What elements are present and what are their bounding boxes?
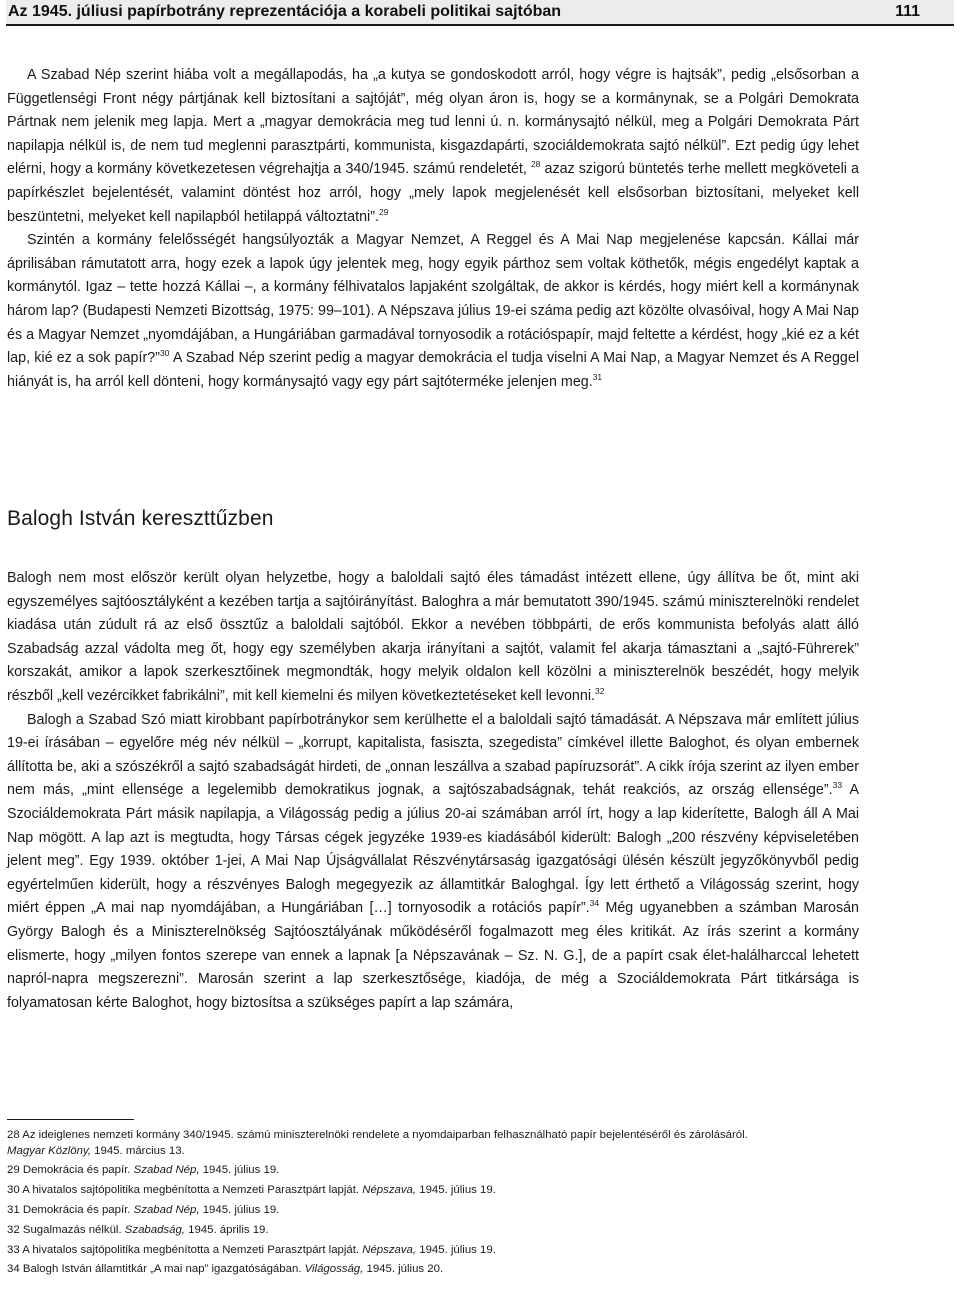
footnote-ref[interactable]: 30 xyxy=(159,348,170,359)
footnotes xyxy=(7,1128,869,1282)
footnote: 29 Demokrácia és papír. Szabad Nép, 1945. július 19. xyxy=(7,1164,280,1177)
footnote-ref[interactable]: 33 xyxy=(832,780,843,791)
footnote: 30 A hivatalos sajtópolitika megbénította a Nemzeti Parasztpárt lapját. Népszava, 1945. július 19. xyxy=(7,1184,496,1197)
paragraph: Szintén a kormány felelősségét hangsúlyozták a Magyar Nemzet, A Reggel és A Mai Nap megjelenése kapcsán. Kállai már áprilisában rámutatott arra, hogy ezek a lapok úgy jelentek meg, hogy egyik párthoz sem voltak köthetők, mégis engedélyt kaptak a kormánytól. Igaz – tette hozzá Kállai –, a kormány félhivatalos lapjaként szolgáltak, de akkor is kérdés, hogy miért kell a kormánynak három lap? (Budapesti Nemzeti Bizottság, 1975: 99–101). A Népszava július 19-ei száma pedig azt közölte olvasóival, hogy A Mai Nap és a Magyar Nemzet „nyomdájában, a Hungáriában garmadával tornyosodik a rotációspapír, majd feltette a kérdést, hogy „kié ez a két lap, kié ez a sok papír?”$^{30}$ A Szabad Nép szerint pedig a magyar demokrácia el tudja viselni A Mai Nap, a Magyar Nemzet és A Reggel hiányát is, ha arról kell dönteni, hogy kormánysajtó vagy egy párt sajtóterméke jelenjen meg.$^{31}$ xyxy=(7,232,859,390)
paragraph: Balogh a Szabad Szó miatt kirobbant papírbotránykor sem kerülhette el a baloldali sajtó támadását. A Népszava már említett július 19-ei írásában – egyelőre még név nélkül – „korrupt, kapitalista, fasiszta, szegedista” címkével illette Baloghot, és olyan embernek állította be, aki a szószékről a sajtó szabadságát hirdeti, de „onnan leszállva a szabad papíruzsorát”. A cikk írója szerint az ilyen ember nem más, „mint ellensége a legelemibb demokratikus jognak, a sajtószabadságnak, tehát reakciós, az ország ellensége”.$^{33}$ A Szociáldemokrata Párt másik napilapja, a Világosság pedig a július 20-ai számában arról írt, hogy a lap kiderítette, Balogh áll A Mai Nap mögött. A lap azt is megtudta, hogy Társas cégek jegyzéke 1939-es kiadásából kiderült: Balogh „200 részvény képviseletében jelent meg”. Egy 1939. október 1-jei, A Mai Nap Újságvállalat Részvénytársaság igazgatósági ülésén készült jegyzőkönyvből pedig egyértelműen kiderült, hogy a részvényes Balogh megegyezik az államtitkár Baloghgal. Így lett érthető a Világosság szerint, hogy miért éppen „A mai nap nyomdájában, a Hungáriában […] tornyosodik a rotációs papír”.$^{34}$ Még ugyanebben a számban Marosán György Balogh és a Miniszterelnökség Sajtóosztályának működéséről fogalmazott meg éles kritikát. Az írás szerint a kormány elismerte, hogy „milyen fontos szerepe van ennek a lapnak [a Népszavának – Sz. N. G.], de a papírt csak élet-halálharccal lehetett napról-napra megszerezni”. Marosán szerint a lap szerkesztősége, kiadója, de még a Szociáldemokrata Párt titkársága is folyamatosan kérte Baloghot, hogy biztosítsa a szükséges papírt a lap számára, xyxy=(7,711,859,1011)
paragraph: A Szabad Nép szerint hiába volt a megállapodás, ha „a kutya se gondoskodott arról, hogy végre is hajtsák”, pedig „elsősorban a Függetlenségi Front négy pártjának kell biztosítani a sajtóját”, még olyan áron is, hogy se a kormánynak, se a Polgári Demokrata Pártnak nem jelenik meg lapja. Mert a „magyar demokrácia meg tud lenni ú. n. kormánysajtó nélkül, meg a Polgári Demokrata Párt napilapja nélkül is, de nem tud meglenni parasztpárti, kommunista, kisgazdapárti, szociáldemokrata sajtó nélkül”. Ezt pedig úgy lehet elérni, hogy a kormány következetesen végrehajtja a 340/1945. számú rendeletét, $^{28}$ azaz szigorú büntetés terhe mellett megköveteli a papírkészlet bejelentését, valamint döntést hoz arról, hogy „mely lapok megjelenését kell elsősorban biztosítani, melyeket kell beszüntetni, melyeket kell napilapból hetilappá változtatni”.$^{29}$ xyxy=(7,67,859,225)
footnote-ref[interactable]: 34 xyxy=(589,898,600,909)
footnote-ref[interactable]: 32 xyxy=(594,686,605,697)
footnote-ref[interactable]: 28 xyxy=(530,159,541,170)
footnote-ref[interactable]: 31 xyxy=(592,371,603,382)
page-number: 111 xyxy=(895,3,920,20)
footnote: 32 Sugalmazás nélkül. Szabadság, 1945. április 19. xyxy=(7,1223,269,1236)
running-header-title: Az 1945. júliusi papírbotrány reprezentációja a korabeli politikai sajtóban xyxy=(8,3,562,20)
paragraph: Balogh nem most először került olyan helyzetbe, hogy a baloldali sajtó éles támadást intézett ellene, úgy állítva be őt, mint aki egyszemélyes sajtóosztályként a kezében tartja a sajtóirányítást. Baloghra a már bemutatott 390/1945. számú miniszterelnöki rendelet kiadása után zúdult rá az első össztűz a baloldali sajtóból. Ekkor a nevében többpárti, de erős kommunista befolyás alatt álló Szabadság azzal vádolta meg őt, hogy egy személyben akarja irányítani a sajtót, valamit fel akarja támasztani a „sajtó-Führerek” korszakát, amikor a lapok szerkesztőinek megmondták, hogy melyik oldalon kell közölni a miniszterelnök beszédét, hogy melyik részből „kell vezércikket fabrikálni”, mit kell kiemelni és milyen következtetéseket kell levonni.$^{32}$ xyxy=(7,570,859,704)
body-text-top xyxy=(7,64,859,394)
footnote-ref[interactable]: 29 xyxy=(378,206,389,217)
header-rule xyxy=(6,24,954,26)
running-header xyxy=(6,0,954,24)
footnote: 34 Balogh István államtitkár „A mai nap” igazgatóságában. Világosság, 1945. július 20. xyxy=(7,1263,444,1276)
footnote: 31 Demokrácia és papír. Szabad Nép, 1945. július 19. xyxy=(7,1203,280,1216)
footnote: 33 A hivatalos sajtópolitika megbénította a Nemzeti Parasztpárt lapját. Népszava, 1945. július 19. xyxy=(7,1243,496,1256)
body-text-section xyxy=(7,567,859,1015)
footnote-rule xyxy=(7,1119,134,1120)
section-title: Balogh István kereszttűzben xyxy=(7,507,274,530)
footnote: 28 Az ideiglenes nemzeti kormány 340/1945. számú miniszterelnöki rendelete a nyomdaiparban felhasználható papír bejelentéséről és zárolásáról. Magyar Közlöny, 1945. március 13. xyxy=(7,1129,748,1157)
